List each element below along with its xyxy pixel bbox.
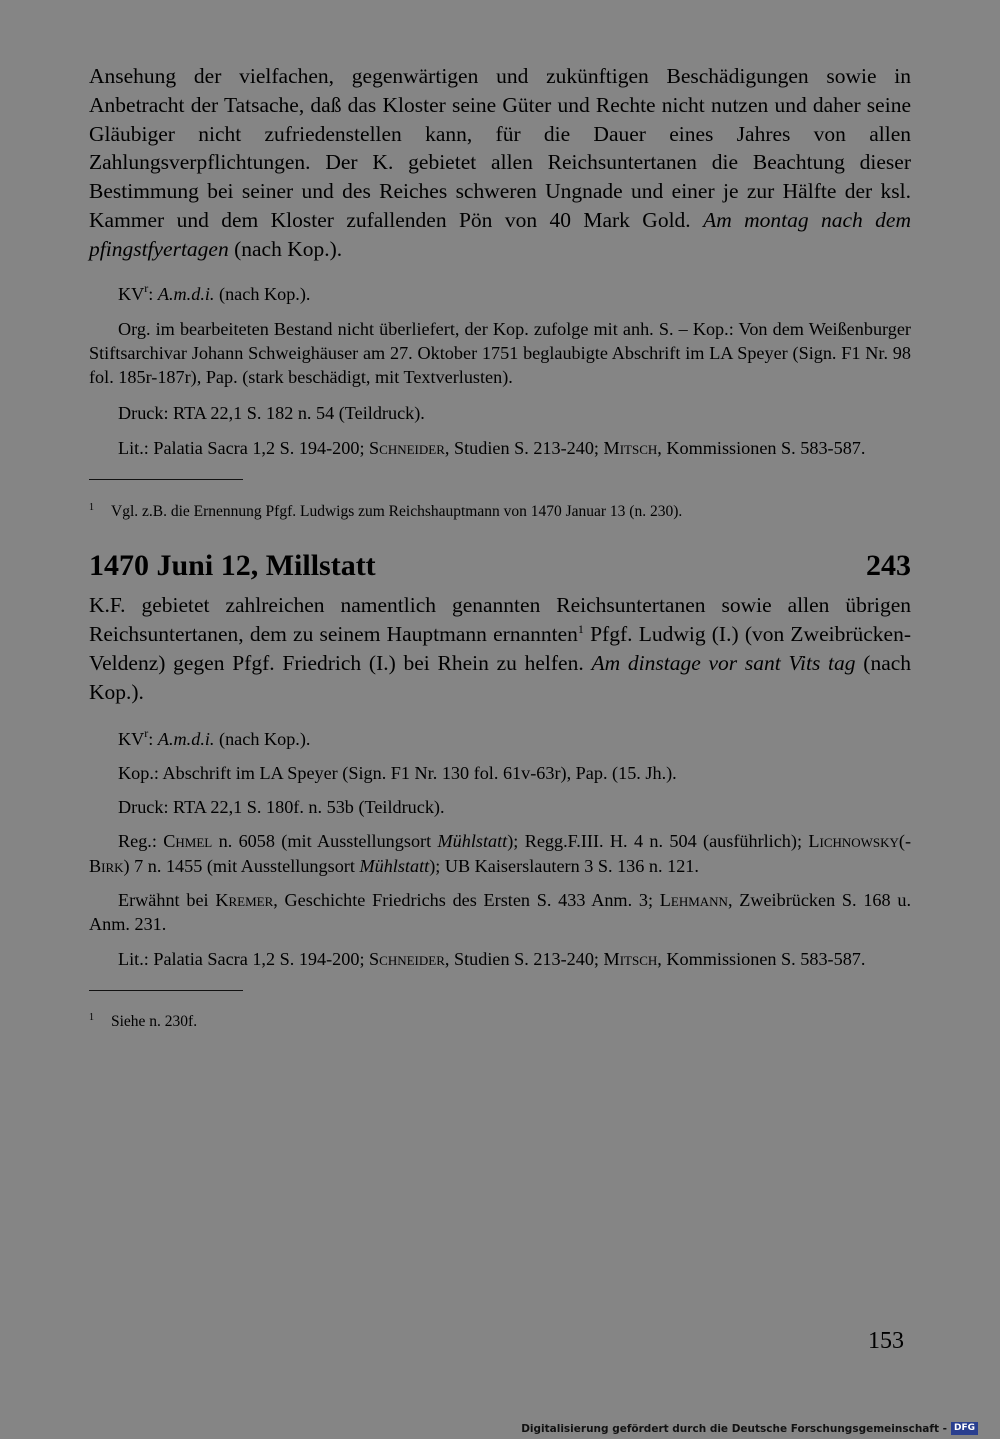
entry-heading <box>89 549 911 583</box>
regesten-note: Reg.: Chmel n. 6058 (mit Ausstellungsort Mühlstatt); Regg.F.III. H. 4 n. 504 (ausführlich); Lichnowsky(-Birk) 7 n. 1455 (mit Ausstellungsort Mühlstatt); UB Kaiserslautern 3 S. 136 n. 121. <box>89 831 912 876</box>
entry-date-place: 1470 Juni 12, Millstatt <box>89 549 376 583</box>
footnote-rule <box>89 990 243 991</box>
dfg-logo: DFG <box>951 1422 978 1435</box>
funding-credit: Digitalisierung gefördert durch die Deutsche Forschungsgemeinschaft - DFG <box>521 1422 978 1435</box>
druck-note: Druck: RTA 22,1 S. 180f. n. 53b (Teildruck). <box>118 797 445 818</box>
druck-note: Druck: RTA 22,1 S. 182 n. 54 (Teildruck). <box>118 402 425 423</box>
footnote: $^1$ Siehe n. 230f. <box>89 1011 198 1030</box>
footnote: $^1$ Vgl. z.B. die Ernennung Pfgf. Ludwigs zum Reichshauptmann von 1470 Januar 13 (n. 230). <box>89 502 683 521</box>
source-note: (nach Kop.). <box>234 236 343 261</box>
date-formula: Am montag nach dem pfingstfyertagen <box>89 207 911 261</box>
regest-text: Ansehung der vielfachen, gegenwärtigen und zukünftigen Beschädigungen sowie in Anbetracht der Tatsache, daß das Kloster seine Güter und Rechte nicht nutzen und daher seine Gläubiger nicht zufriedenstellen kann, für die Dauer eines Jahres von allen Zahlungsverpflichtungen. Der K. gebietet allen Reichsuntertanen die Beachtung dieser Bestimmung bei seiner und des Reiches schweren Ungnade und einer je zur Hälfte der ksl. Kammer und dem Kloster zufallenden Pön von 40 Mark Gold. <box>89 64 911 232</box>
mentions-note: Erwähnt bei Kremer, Geschichte Friedrichs des Ersten S. 433 Anm. 3; Lehmann, Zweibrücken S. 168 u. Anm. 231. <box>89 890 911 935</box>
page-number: 153 <box>868 1328 904 1354</box>
literature-note: Lit.: Palatia Sacra 1,2 S. 194-200; Schneider, Studien S. 213-240; Mitsch, Kommissionen S. 583-587. <box>118 438 866 459</box>
footnote-rule <box>89 479 243 480</box>
literature-note: Lit.: Palatia Sacra 1,2 S. 194-200; Schneider, Studien S. 213-240; Mitsch, Kommissionen S. 583-587. <box>118 948 866 969</box>
date-formula: Am dinstage vor sant Vits tag <box>591 650 856 675</box>
kv-line: $KV^r$: A.m.d.i. (nach Kop.). <box>118 280 311 304</box>
original-note: Org. im bearbeiteten Bestand nicht überliefert, der Kop. zufolge mit anh. S. – Kop.: Von dem Weißenburger Stiftsarchivar Johann Schweighäuser am 27. Oktober 1751 beglaubigte Abschrift im LA Speyer (Sign. F1 Nr. 98 fol. 185r-187r), Pap. (stark beschädigt, mit Textverlusten). <box>89 318 911 388</box>
kv-line: $KV^r$: A.m.d.i. (nach Kop.). <box>118 725 311 749</box>
entry-242-regest <box>89 62 911 264</box>
entry-243-regest: K.F. gebietet zahlreichen namentlich genannten Reichsuntertanen sowie allen übrigen Reichsuntertanen, dem zu seinem Hauptmann ernannten$^1$ Pfgf. Ludwig (I.) (von Zweibrücken-Veldenz) gegen Pfgf. Friedrich (I.) bei Rhein zu helfen. Am dinstage vor sant Vits tag (nach Kop.). <box>89 593 912 704</box>
kopie-note: Kop.: Abschrift im LA Speyer (Sign. F1 Nr. 130 fol. 61v-63r), Pap. (15. Jh.). <box>118 762 677 783</box>
entry-number: 243 <box>866 549 911 583</box>
document-page <box>89 62 911 1032</box>
